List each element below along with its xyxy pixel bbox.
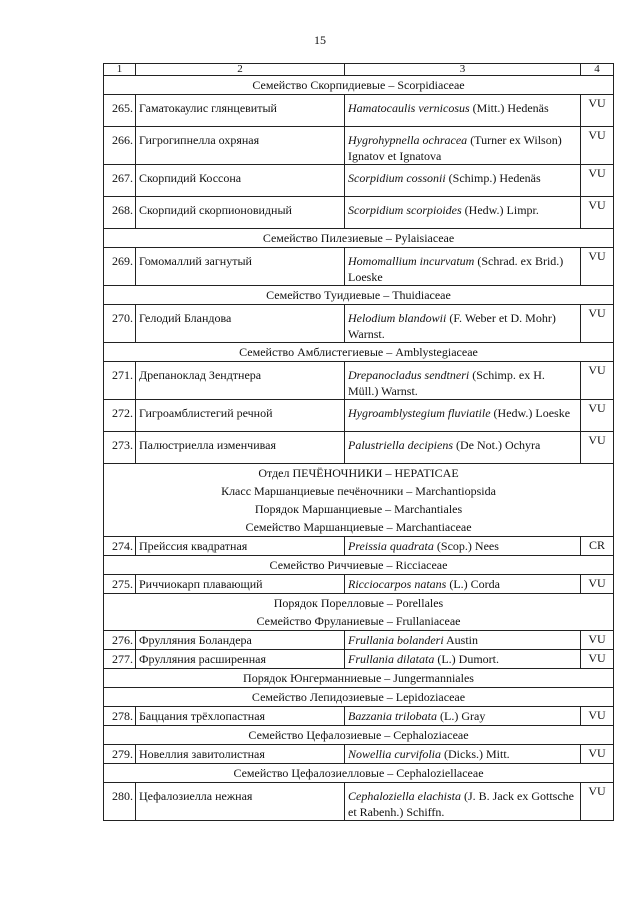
status-category: VU xyxy=(581,95,614,127)
taxon-heading xyxy=(104,594,614,631)
latin-binomial: Ricciocarpos natans xyxy=(348,577,447,591)
status-category: VU xyxy=(581,305,614,343)
russian-name: Скорпидий скорпионовидный xyxy=(136,197,345,229)
species-number: 269. xyxy=(104,248,136,286)
latin-name xyxy=(345,305,581,343)
taxon-section-row xyxy=(104,464,614,537)
species-number: 272. xyxy=(104,400,136,432)
latin-authority: (J. B. Jack ex Gottsche et Rabenh.) Schiffn. xyxy=(348,789,574,819)
russian-name: Риччиокарп плавающий xyxy=(136,575,345,594)
status-category: VU xyxy=(581,362,614,400)
russian-name: Гелодий Бландова xyxy=(136,305,345,343)
latin-name xyxy=(345,631,581,650)
taxon-heading: Семейство Скорпидиевые – Scorpidiaceae xyxy=(104,76,614,95)
species-number: 275. xyxy=(104,575,136,594)
latin-name xyxy=(345,575,581,594)
latin-name xyxy=(345,537,581,556)
species-number: 280. xyxy=(104,783,136,821)
column-number: 2 xyxy=(136,64,345,76)
latin-name xyxy=(345,165,581,197)
species-number: 266. xyxy=(104,127,136,165)
russian-name: Дрепаноклад Зендтнера xyxy=(136,362,345,400)
taxon-heading-line: Отдел ПЕЧЁНОЧНИКИ – HEPATICAE xyxy=(258,466,459,480)
taxon-heading-line: Семейство Фруланиевые – Frullaniaceae xyxy=(256,614,461,628)
russian-name: Цефалозиелла нежная xyxy=(136,783,345,821)
taxon-heading: Семейство Пилезиевые – Pylaisiaceae xyxy=(104,229,614,248)
latin-authority: (Scop.) Nees xyxy=(433,539,499,553)
latin-name xyxy=(345,248,581,286)
status-category: VU xyxy=(581,707,614,726)
russian-name: Фрулляния Боландера xyxy=(136,631,345,650)
species-row xyxy=(104,745,614,764)
status-category: VU xyxy=(581,575,614,594)
taxon-section-row xyxy=(104,556,614,575)
latin-name xyxy=(345,707,581,726)
taxon-section-row xyxy=(104,764,614,783)
russian-name: Скорпидий Коссона xyxy=(136,165,345,197)
russian-name: Гигроамблистегий речной xyxy=(136,400,345,432)
taxon-heading-line: Порядок Порелловые – Porellales xyxy=(273,596,444,610)
status-category: VU xyxy=(581,783,614,821)
species-number: 271. xyxy=(104,362,136,400)
russian-name: Гигрогипнелла охряная xyxy=(136,127,345,165)
column-number: 3 xyxy=(345,64,581,76)
status-category: VU xyxy=(581,432,614,464)
page-number: 15 xyxy=(314,33,326,47)
taxon-section-row xyxy=(104,688,614,707)
latin-binomial: Palustriella decipiens xyxy=(348,438,453,452)
latin-binomial: Frullania dilatata xyxy=(348,652,435,666)
species-number: 267. xyxy=(104,165,136,197)
latin-binomial: Hygrohypnella ochracea xyxy=(348,133,468,147)
species-row xyxy=(104,631,614,650)
latin-authority: (Mitt.) Hedenäs xyxy=(469,101,549,115)
status-category: VU xyxy=(581,650,614,669)
taxon-heading xyxy=(104,464,614,537)
status-category: VU xyxy=(581,631,614,650)
taxon-heading: Семейство Цефалозиевые – Cephaloziaceae xyxy=(104,726,614,745)
species-number: 265. xyxy=(104,95,136,127)
latin-name xyxy=(345,745,581,764)
species-row xyxy=(104,537,614,556)
taxon-heading-line: Порядок Маршанциевые – Marchantiales xyxy=(254,502,463,516)
latin-name xyxy=(345,650,581,669)
taxon-heading: Семейство Риччиевые – Ricciaceae xyxy=(104,556,614,575)
species-row xyxy=(104,400,614,432)
species-row xyxy=(104,783,614,821)
column-number: 1 xyxy=(104,64,136,76)
species-number: 277. xyxy=(104,650,136,669)
species-number: 276. xyxy=(104,631,136,650)
taxon-section-row xyxy=(104,726,614,745)
taxon-heading: Семейство Лепидозиевые – Lepidoziaceae xyxy=(104,688,614,707)
species-number: 279. xyxy=(104,745,136,764)
latin-binomial: Frullania bolanderi xyxy=(348,633,444,647)
species-row xyxy=(104,248,614,286)
russian-name: Палюстриелла изменчивая xyxy=(136,432,345,464)
column-number: 4 xyxy=(581,64,614,76)
species-row xyxy=(104,165,614,197)
latin-binomial: Scorpidium scorpioides xyxy=(348,203,462,217)
species-row xyxy=(104,127,614,165)
latin-binomial: Nowellia curvifolia xyxy=(348,747,441,761)
species-row xyxy=(104,305,614,343)
russian-name: Прейссия квадратная xyxy=(136,537,345,556)
taxon-section-row xyxy=(104,76,614,95)
russian-name: Новеллия завитолистная xyxy=(136,745,345,764)
latin-authority: (F. Weber et D. Mohr) Warnst. xyxy=(348,311,556,341)
status-category: VU xyxy=(581,127,614,165)
species-row xyxy=(104,197,614,229)
latin-authority: (Schrad. ex Brid.) Loeske xyxy=(348,254,564,284)
latin-name xyxy=(345,432,581,464)
column-number-row xyxy=(104,64,614,76)
latin-name xyxy=(345,95,581,127)
taxon-heading: Семейство Туидиевые – Thuidiaceae xyxy=(104,286,614,305)
status-category: VU xyxy=(581,248,614,286)
species-number: 268. xyxy=(104,197,136,229)
latin-name xyxy=(345,127,581,165)
species-row xyxy=(104,95,614,127)
latin-binomial: Preissia quadrata xyxy=(348,539,434,553)
latin-authority: (Schimp. ex H. Müll.) Warnst. xyxy=(348,368,545,398)
taxon-section-row xyxy=(104,594,614,631)
latin-authority: (Hedw.) Limpr. xyxy=(461,203,539,217)
latin-binomial: Bazzania trilobata xyxy=(348,709,438,723)
latin-name xyxy=(345,362,581,400)
taxon-section-row xyxy=(104,286,614,305)
russian-name: Баццания трёхлопастная xyxy=(136,707,345,726)
russian-name: Гаматокаулис глянцевитый xyxy=(136,95,345,127)
russian-name: Фрулляния расширенная xyxy=(136,650,345,669)
latin-authority: (Hedw.) Loeske xyxy=(490,406,571,420)
latin-authority: (Turner ex Wilson) Ignatov et Ignatova xyxy=(348,133,562,163)
species-table-body xyxy=(104,64,614,821)
taxon-heading: Порядок Юнгерманниевые – Jungermanniales xyxy=(104,669,614,688)
latin-authority: (Dicks.) Mitt. xyxy=(441,747,510,761)
species-row xyxy=(104,575,614,594)
species-row xyxy=(104,707,614,726)
latin-authority: Austin xyxy=(443,633,479,647)
taxon-heading: Семейство Амблистегиевые – Amblystegiaceae xyxy=(104,343,614,362)
latin-binomial: Drepanocladus sendtneri xyxy=(348,368,470,382)
latin-binomial: Helodium blandowii xyxy=(348,311,447,325)
status-category: VU xyxy=(581,400,614,432)
latin-authority: (L.) Corda xyxy=(446,577,500,591)
status-category: VU xyxy=(581,745,614,764)
latin-authority: (De Not.) Ochyra xyxy=(452,438,541,452)
taxon-heading-line: Семейство Маршанциевые – Marchantiaceae xyxy=(245,520,472,534)
taxon-section-row xyxy=(104,343,614,362)
species-number: 274. xyxy=(104,537,136,556)
species-row xyxy=(104,650,614,669)
taxon-section-row xyxy=(104,669,614,688)
taxon-section-row xyxy=(104,229,614,248)
latin-authority: (Schimp.) Hedenäs xyxy=(445,171,541,185)
species-row xyxy=(104,362,614,400)
latin-binomial: Hamatocaulis vernicosus xyxy=(348,101,470,115)
status-category: CR xyxy=(581,537,614,556)
status-category: VU xyxy=(581,197,614,229)
species-row xyxy=(104,432,614,464)
status-category: VU xyxy=(581,165,614,197)
latin-name xyxy=(345,400,581,432)
taxon-heading: Семейство Цефалозиелловые – Cephaloziellaceae xyxy=(104,764,614,783)
species-number: 270. xyxy=(104,305,136,343)
species-number: 273. xyxy=(104,432,136,464)
latin-binomial: Scorpidium cossonii xyxy=(348,171,446,185)
latin-authority: (L.) Dumort. xyxy=(434,652,499,666)
latin-name xyxy=(345,783,581,821)
russian-name: Гомомаллий загнутый xyxy=(136,248,345,286)
latin-binomial: Hygroamblystegium fluviatile xyxy=(348,406,491,420)
latin-name xyxy=(345,197,581,229)
latin-binomial: Cephaloziella elachista xyxy=(348,789,461,803)
species-table xyxy=(103,63,614,821)
taxon-heading-line: Класс Маршанциевые печёночники – Marchantiopsida xyxy=(221,484,496,498)
species-number: 278. xyxy=(104,707,136,726)
latin-binomial: Homomallium incurvatum xyxy=(348,254,475,268)
latin-authority: (L.) Gray xyxy=(437,709,486,723)
